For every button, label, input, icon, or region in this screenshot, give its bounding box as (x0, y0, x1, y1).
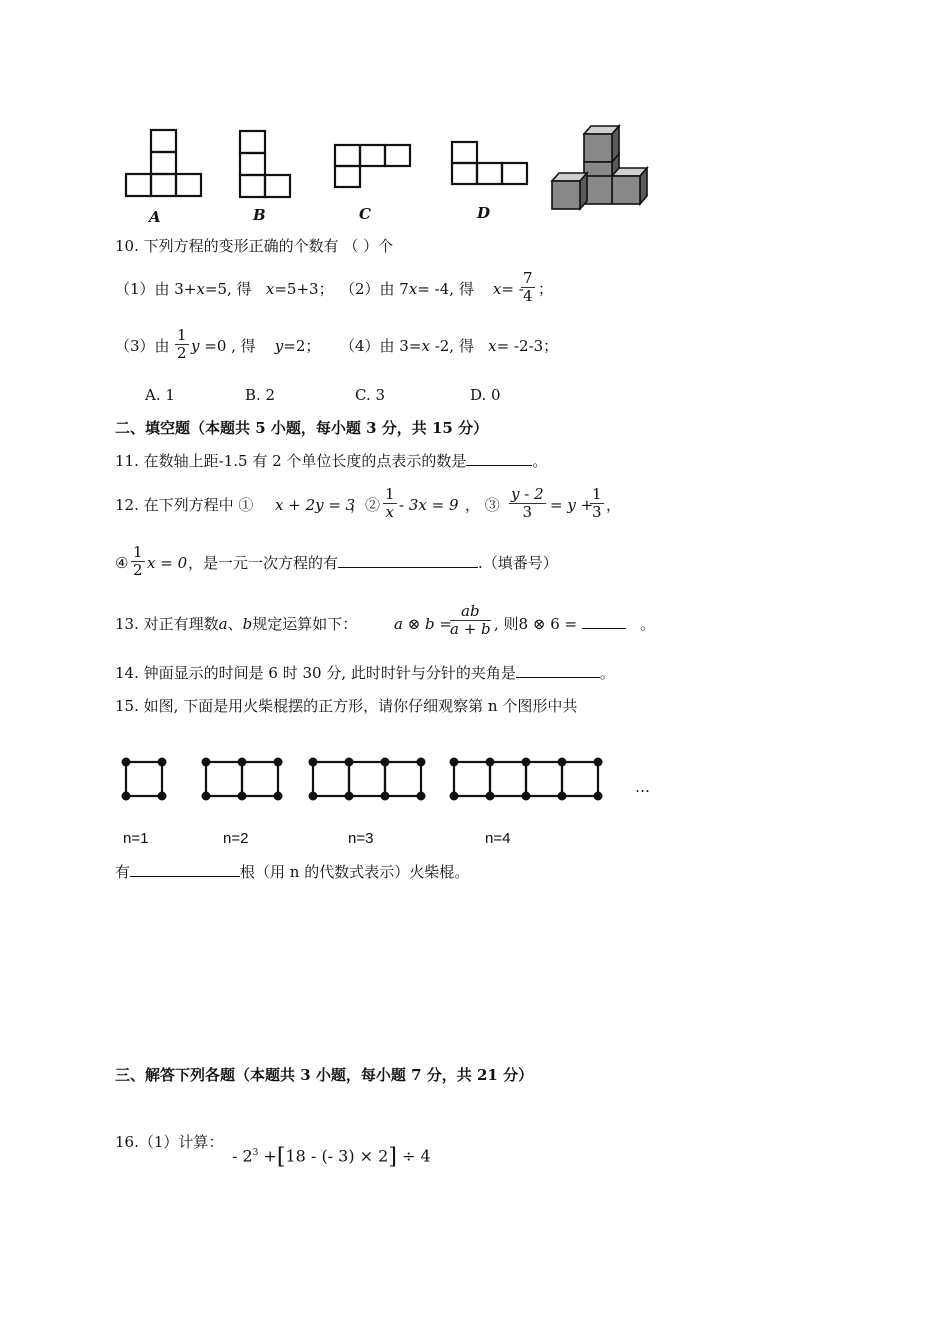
q10-option-a: A. 1 (145, 386, 175, 404)
q12-line2: ，是一元一次方程的有 .（填番号） (188, 554, 558, 572)
q13-then: , 则8 ⊗ 6 = 。 (494, 615, 656, 633)
q10-item-3-label: （3）由 (115, 337, 170, 355)
q15-label-n1: n=1 (123, 830, 149, 847)
q12-eq1: x + 2y = 3 (275, 496, 356, 514)
figure-label-c: C (359, 205, 371, 223)
q13-lhs: a ⊗ b = (394, 615, 452, 633)
q10-stem: 10. 下列方程的变形正确的个数有 （ ）个 (115, 237, 394, 255)
q16-expression: - $2^3 +[18$ - (- 3) × 2] ÷ 4 (232, 1144, 431, 1170)
matchstick-figures (115, 752, 615, 808)
q15-ellipsis: … (635, 778, 650, 796)
q11: 11. 在数轴上距-1.5 有 2 个单位长度的点表示的数是 。 (115, 452, 548, 470)
section-3-title: 三、解答下列各题（本题共 3 小题，每小题 7 分，共 21 分） (115, 1066, 534, 1084)
q12-circle-4: ④ (115, 554, 129, 572)
q12-prefix: 12. 在下列方程中 ① (115, 496, 254, 514)
q12-sep2: ， ③ (465, 496, 500, 514)
figure-label-d: D (477, 204, 491, 222)
q10-item-4: （4）由 3=x -2, 得 x= -2-3； (340, 337, 559, 355)
q13-fraction: $\frac{ab}{a + b}$ (450, 602, 491, 638)
q12-eq3-fraction: $\frac{y - 2}{3}$ (511, 485, 544, 521)
q10-fraction-7-4: $\frac{7}{4}$ (523, 269, 533, 305)
q12-sep3: ， (606, 496, 622, 514)
q10-item-1: （1）由 3+x=5, 得 x=5+3； (115, 280, 334, 298)
q12-eq2-fraction: $\frac{1}{x}$ (385, 485, 395, 521)
q12-eq3-fraction2: $\frac{1}{3}$ (592, 485, 602, 521)
figure-label-b: B (253, 206, 266, 224)
q15-label-n4: n=4 (485, 830, 511, 847)
q16-prefix: 16.（1）计算： (115, 1133, 224, 1151)
q10-option-c: C. 3 (355, 386, 386, 404)
option-figures (110, 120, 670, 215)
figure-d (452, 142, 527, 184)
q12-eq4-fraction: $\frac{1}{2}$ (133, 543, 143, 579)
q10-item-2: （2）由 7x= -4, 得 x= - (340, 280, 524, 298)
q14: 14. 钟面显示的时间是 6 时 30 分, 此时时针与分针的夹角是 。 (115, 664, 615, 682)
q10-option-d: D. 0 (470, 386, 501, 404)
q10-item-2-end: ； (538, 280, 554, 298)
figure-label-a: A (149, 208, 161, 226)
q15-label-n3: n=3 (348, 830, 374, 847)
cube-stack (552, 126, 647, 209)
q12-sep1: ，② (350, 496, 381, 514)
q10-option-b: B. 2 (245, 386, 276, 404)
q12-eq2-rest: - 3x = 9 (399, 496, 459, 514)
q10-item-3: y =0 , 得 y=2； (191, 337, 321, 355)
q13-text: 13. 对正有理数a、b规定运算如下： (115, 615, 358, 633)
figure-c (335, 145, 410, 187)
figure-a (126, 130, 201, 196)
q12-eq4-rest: x = 0 (147, 554, 188, 572)
figure-b (240, 131, 290, 197)
q10-fraction-1-2: $\frac{1}{2}$ (177, 326, 187, 362)
q15-text: 15. 如图, 下面是用火柴棍摆的正方形，请你仔细观察第 n 个图形中共 (115, 697, 578, 715)
section-2-title: 二、填空题（本题共 5 小题，每小题 3 分，共 15 分） (115, 419, 489, 437)
q15-label-n2: n=2 (223, 830, 249, 847)
q15-line2: 有 根（用 n 的代数式表示）火柴棍。 (115, 863, 470, 881)
q12-eq3-mid: = y + (550, 496, 594, 514)
